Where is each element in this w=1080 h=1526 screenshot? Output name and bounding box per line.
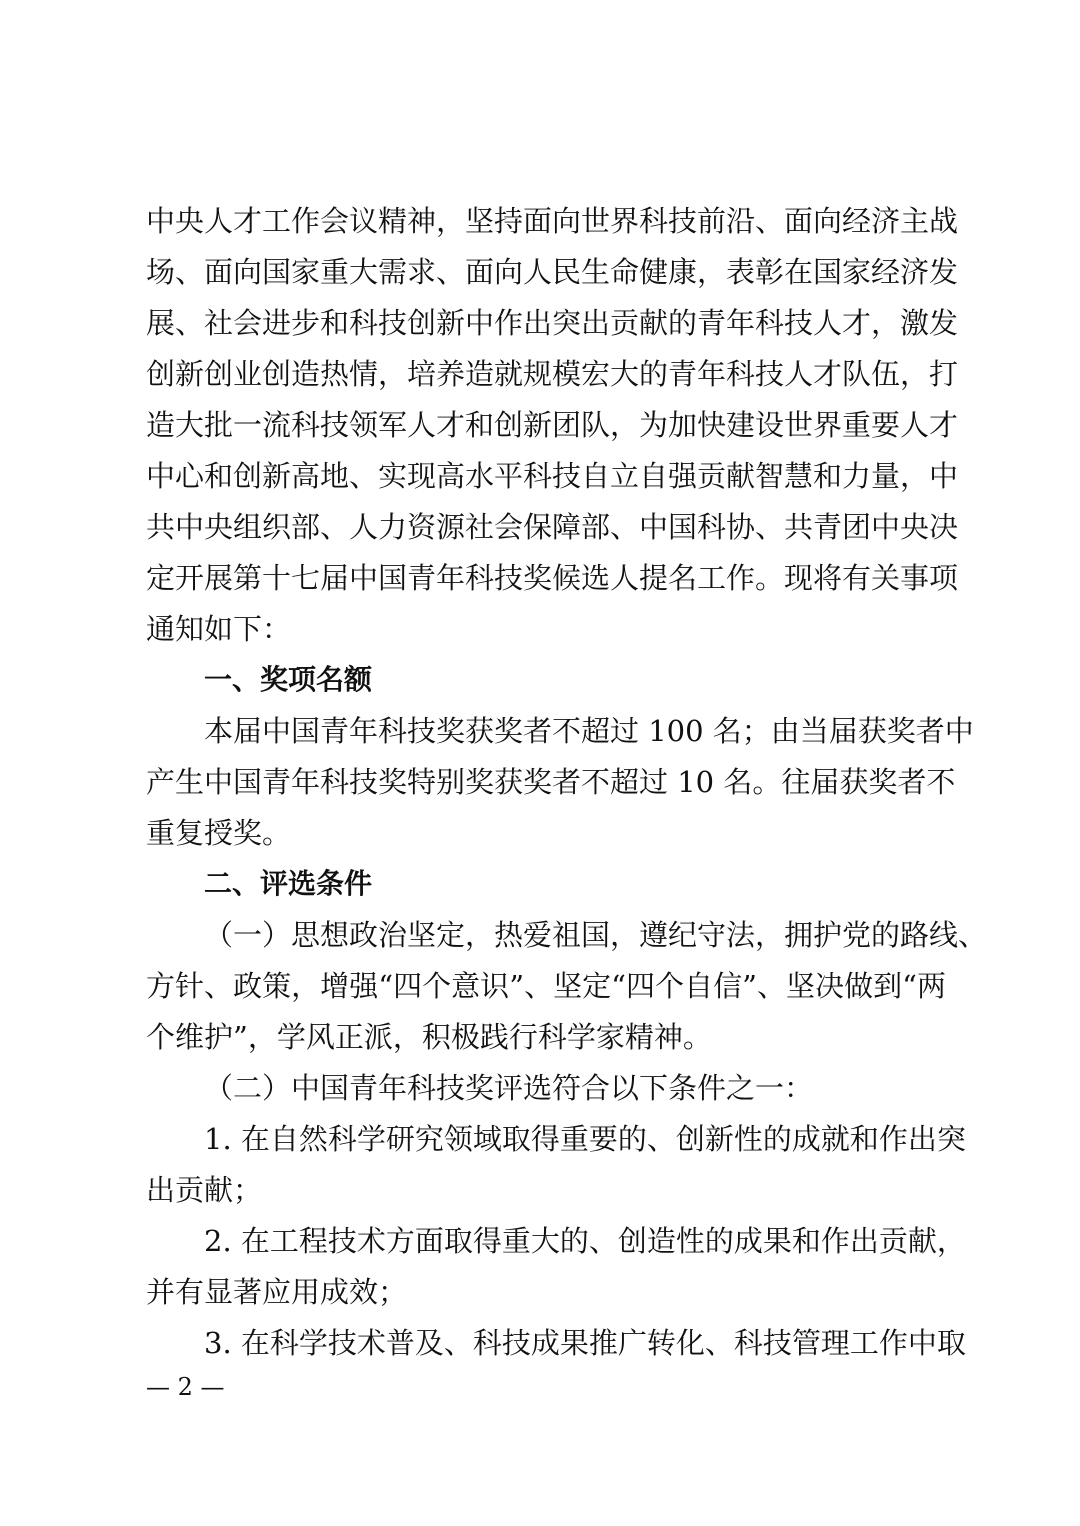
body-line: 2. 在工程技术方面取得重大的、创造性的成果和作出贡献， <box>204 1224 966 1258</box>
body-line: 并有显著应用成效； <box>146 1275 408 1309</box>
section-heading: 二、评选条件 <box>204 867 373 900</box>
body-line: 3. 在科学技术普及、科技成果推广转化、科技管理工作中取 <box>204 1326 966 1360</box>
body-line: 场、面向国家重大需求、面向人民生命健康，表彰在国家经济发 <box>146 255 959 289</box>
body-line: 展、社会进步和科技创新中作出突出贡献的青年科技人才，激发 <box>146 306 959 340</box>
body-line: 通知如下： <box>146 612 292 646</box>
section-heading: 一、奖项名额 <box>204 663 373 696</box>
body-line: 本届中国青年科技奖获奖者不超过 100 名；由当届获奖者中 <box>204 714 974 748</box>
body-line: 个维护”，学风正派，积极践行科学家精神。 <box>146 1020 712 1054</box>
page-number: — 2 — <box>146 1373 225 1401</box>
body-line: 产生中国青年科技奖特别奖获奖者不超过 10 名。往届获奖者不 <box>146 765 956 799</box>
body-line: （二）中国青年科技奖评选符合以下条件之一： <box>204 1071 814 1105</box>
body-line: 1. 在自然科学研究领域取得重要的、创新性的成就和作出突 <box>204 1122 966 1156</box>
body-line: 方针、政策，增强“四个意识”、坚定“四个自信”、坚决做到“两 <box>146 969 946 1003</box>
body-line: 中心和创新高地、实现高水平科技自立自强贡献智慧和力量，中 <box>146 459 959 493</box>
body-line: 共中央组织部、人力资源社会保障部、中国科协、共青团中央决 <box>146 510 959 544</box>
body-line: 创新创业创造热情，培养造就规模宏大的青年科技人才队伍，打 <box>146 357 959 391</box>
body-line: 出贡献； <box>146 1173 263 1207</box>
body-line: （一）思想政治坚定，热爱祖国，遵纪守法，拥护党的路线、 <box>204 918 988 952</box>
body-line: 造大批一流科技领军人才和创新团队，为加快建设世界重要人才 <box>146 408 959 442</box>
body-line: 定开展第十七届中国青年科技奖候选人提名工作。现将有关事项 <box>146 561 959 595</box>
body-line: 重复授奖。 <box>146 816 292 850</box>
body-line: 中央人才工作会议精神，坚持面向世界科技前沿、面向经济主战 <box>146 204 959 238</box>
